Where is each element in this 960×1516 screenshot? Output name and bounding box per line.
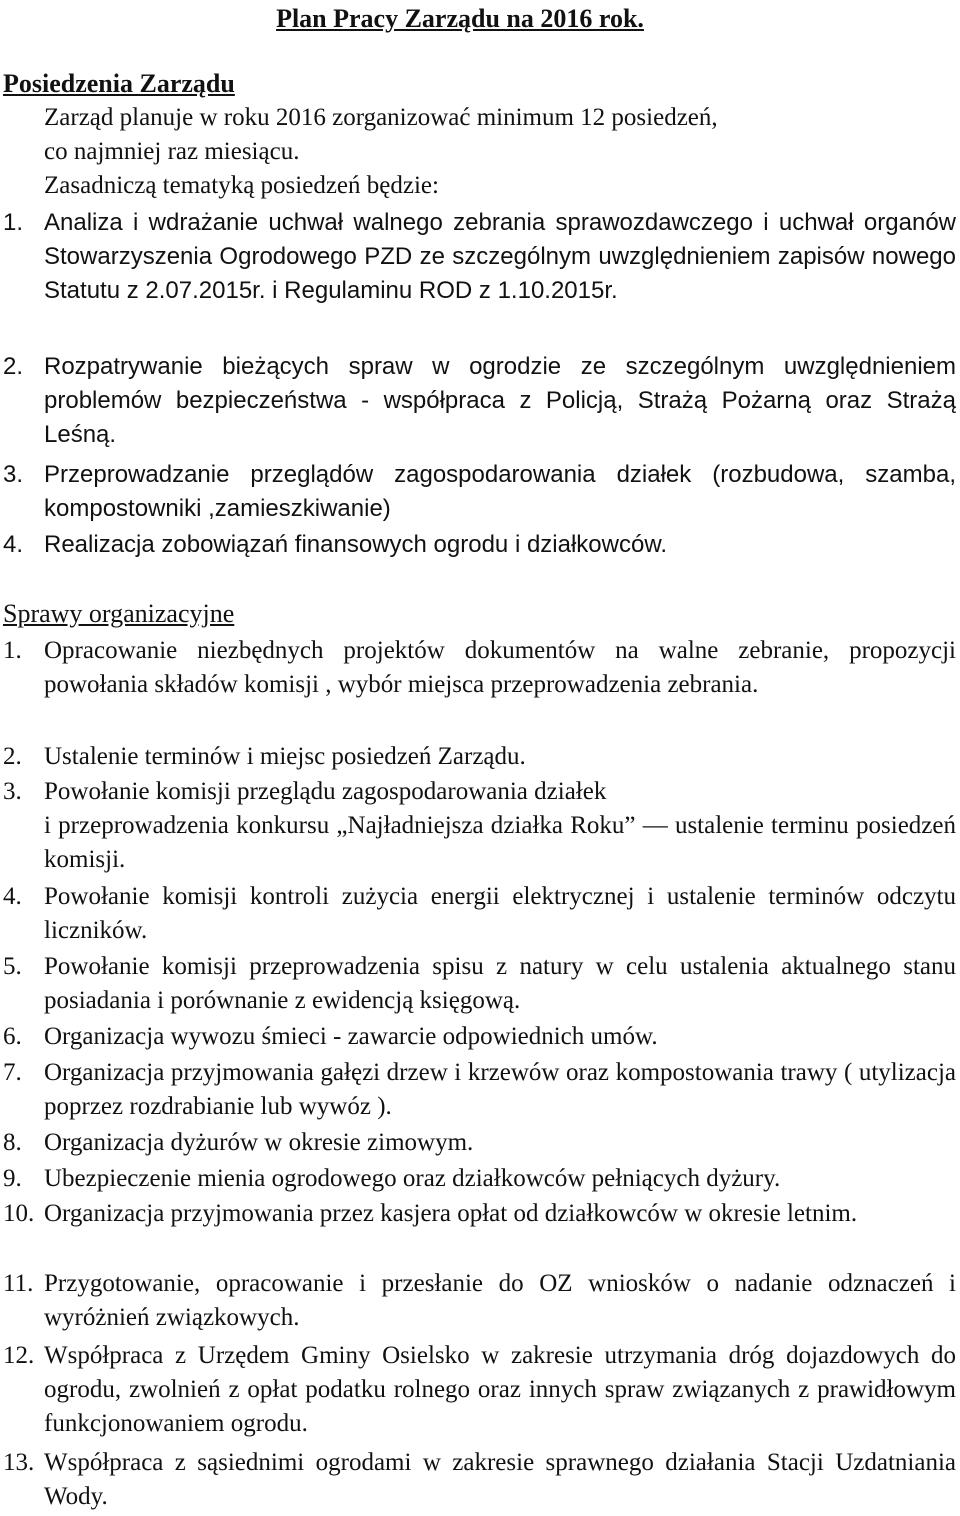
item-number: 10. [3, 1200, 35, 1227]
item-text: Organizacja przyjmowania gałęzi drzew i krzewów oraz kompostowania trawy ( utylizacja poprzez rozdrabianie lub wywóz ). [44, 1059, 956, 1120]
item-number: 13. [3, 1449, 35, 1476]
list-item [3, 1056, 956, 1124]
item-text: Analiza i wdrażanie uchwał walnego zebrania sprawozdawczego i uchwał organów Stowarzyszenia Ogrodowego PZD ze szczególnym uwzględnieniem zapisów nowego Statutu z 2.07.2015r. i Regulaminu ROD z 1.10.2015r. [44, 209, 956, 304]
list-item [3, 350, 956, 452]
item-number: 1. [3, 209, 24, 236]
section-heading-organizational: Sprawy organizacyjne [3, 599, 235, 628]
item-text: Realizacja zobowiązań finansowych ogrodu i działkowców. [44, 531, 668, 558]
item-text: Rozpatrywanie bieżących spraw w ogrodzie ze szczególnym uwzględnieniem problemów bezpieczeństwa - współpraca z Policją, Strażą Pożarną oraz Strażą Leśną. [44, 353, 956, 448]
item-number: 9. [3, 1165, 22, 1192]
item-text: Przeprowadzanie przeglądów zagospodarowania działek (rozbudowa, szamba, kompostowniki ,zamieszkiwanie) [44, 461, 956, 522]
intro-line: co najmniej raz miesiącu. [44, 138, 300, 165]
item-number: 11. [3, 1270, 34, 1297]
item-number: 1. [3, 637, 22, 664]
list-item [3, 1446, 956, 1514]
list-item [3, 740, 956, 774]
list-item [3, 634, 956, 702]
intro-line: Zarząd planuje w roku 2016 zorganizować minimum 12 posiedzeń, [44, 104, 718, 131]
item-text: Powołanie komisji przeglądu zagospodarowania działek [44, 778, 607, 805]
item-number: 3. [3, 461, 24, 488]
list-item [3, 1267, 956, 1335]
item-text: Przygotowanie, opracowanie i przesłanie do OZ wniosków o nadanie odznaczeń i wyróżnień związkowych. [44, 1270, 956, 1331]
list-item [3, 1162, 956, 1196]
item-text: Organizacja dyżurów w okresie zimowym. [44, 1129, 474, 1156]
document-title: Plan Pracy Zarządu na 2016 rok. [276, 4, 644, 33]
list-item [3, 1126, 956, 1160]
section-heading-meetings: Posiedzenia Zarządu [3, 69, 235, 98]
item-text: Powołanie komisji przeprowadzenia spisu z natury w celu ustalenia aktualnego stanu posiadania i porównanie z ewidencją księgową. [44, 953, 956, 1014]
list-item [3, 1339, 956, 1441]
list-item [3, 206, 956, 308]
item-text: Organizacja wywozu śmieci - zawarcie odpowiednich umów. [44, 1023, 658, 1050]
list-item [3, 950, 956, 1018]
item-text: Ubezpieczenie mienia ogrodowego oraz działkowców pełniących dyżury. [44, 1165, 781, 1192]
item-number: 7. [3, 1059, 22, 1086]
list-item [3, 775, 956, 809]
list-item [3, 1197, 956, 1231]
item-number: 5. [3, 953, 22, 980]
item-number: 8. [3, 1129, 22, 1156]
item-number: 4. [3, 531, 24, 558]
item-number: 12. [3, 1342, 35, 1369]
list-item [3, 880, 956, 948]
list-item [3, 1020, 956, 1054]
item-number: 6. [3, 1023, 22, 1050]
item-number: 2. [3, 743, 22, 770]
item-text: Ustalenie terminów i miejsc posiedzeń Zarządu. [44, 743, 526, 770]
item-text: i przeprowadzenia konkursu „Najładniejsza działka Roku” — ustalenie terminu posiedzeń komisji. [44, 812, 956, 873]
intro-line: Zasadniczą tematyką posiedzeń będzie: [44, 172, 439, 199]
item-number: 3. [3, 778, 22, 805]
item-text: Współpraca z Urzędem Gminy Osielsko w zakresie utrzymania dróg dojazdowych do ogrodu, zwolnień z opłat podatku rolnego oraz innych spraw związanych z prawidłowym funkcjonowaniem ogrodu. [44, 1342, 956, 1437]
item-number: 4. [3, 883, 22, 910]
item-text: Organizacja przyjmowania przez kasjera opłat od działkowców w okresie letnim. [44, 1200, 858, 1227]
list-item [3, 528, 956, 562]
item-number: 2. [3, 353, 24, 380]
item-text: Powołanie komisji kontroli zużycia energii elektrycznej i ustalenie terminów odczytu liczników. [44, 883, 956, 944]
item-text: Współpraca z sąsiednimi ogrodami w zakresie sprawnego działania Stacji Uzdatniania Wody. [44, 1449, 956, 1510]
list-item-continuation [3, 809, 956, 877]
item-text: Opracowanie niezbędnych projektów dokumentów na walne zebranie, propozycji powołania składów komisji , wybór miejsca przeprowadzenia zebrania. [44, 637, 956, 698]
list-item [3, 458, 956, 526]
